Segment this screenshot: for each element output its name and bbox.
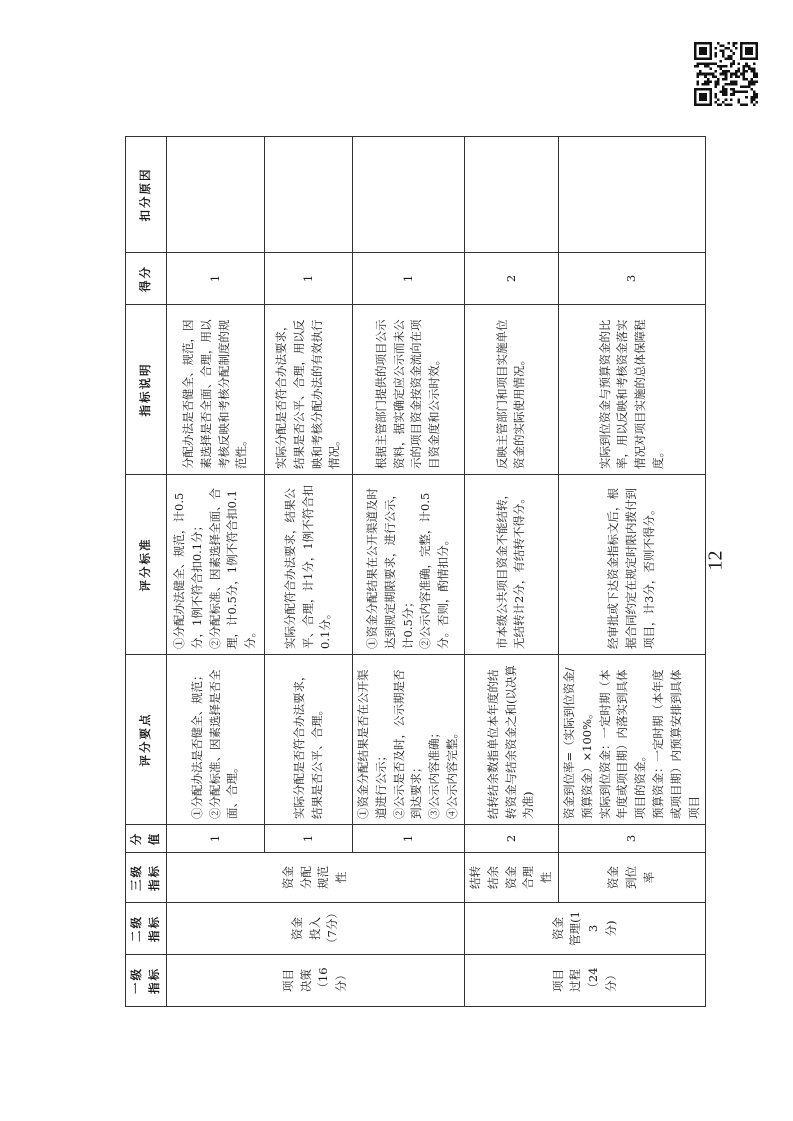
row-deduction-reason <box>265 137 353 253</box>
evaluation-table-rotated <box>125 137 701 1007</box>
row-standard: 经审批或下达资金指标文后，根据合同约定在规定时限内拨付到项目，计3分，否则不得分。 <box>558 475 706 655</box>
row-explanation: 根据主管部门提供的项目公示资料，据实确定应公示而未公示的项目资金按资金流向在项目资金度和公示时效。 <box>353 305 465 475</box>
row-key-points: 资金到位率=（实际到位资金/预算资金）×100%。 实际到位资金：一定时期（本年度或项目期）内落实到具体项目的资金。 预算资金：一定时期（本年度或项目期）内预算安排到具体项目 <box>558 655 706 825</box>
header-key-points: 评分要点 <box>126 655 167 825</box>
row-explanation: 分配办法是否健全、规范，因素选择是否全面、合理，用以考核反映和考核分配制度的规范性。 <box>167 305 265 475</box>
page-number: 12 <box>704 550 727 570</box>
header-level3: 三级 指标 <box>126 853 167 903</box>
row-deduction-reason <box>167 137 265 253</box>
row-key-points: ①分配办法是否健全、规范； ②分配标准、因素选择是否全面、合理。 <box>167 655 265 825</box>
level1-process: 项目 过程 （24分） <box>464 955 706 1007</box>
row-score: 1 <box>167 253 265 305</box>
header-deduction-reason: 扣分原因 <box>126 137 167 253</box>
level3-allocation: 资金 分配 规范 性 <box>167 853 465 903</box>
row-deduction-reason <box>558 137 706 253</box>
row-explanation: 实际到位资金与预算资金的比率，用以反映和考核资金落实情况对项目实施的总体保障程度。 <box>558 305 706 475</box>
row-deduction-reason <box>353 137 465 253</box>
row-key-points: 结转结余数指单位本年度的结转资金与结余资金之和(以决算为准) <box>464 655 558 825</box>
row-standard: ①分配办法健全、规范，计0.5分，1例不符合扣0.1分； ②分配标准、因素选择全面、合理，计0.5分，1例不符合扣0.1分。 <box>167 475 265 655</box>
table-row <box>167 137 265 1007</box>
row-value: 2 <box>464 825 558 853</box>
level3-carryover: 结转 结余 资金 合理 性 <box>464 853 558 903</box>
header-score-value: 分 值 <box>126 825 167 853</box>
table-row <box>464 137 558 1007</box>
row-score: 1 <box>353 253 465 305</box>
row-score: 3 <box>558 253 706 305</box>
row-standard: ①资金分配结果在公开渠道及时达到规定期限要求，进行公示，计0.5分； ②公示内容准确，完整，计0.5分。否则，酌情扣分。 <box>353 475 465 655</box>
level2-funding-input: 资金 投入 （7分） <box>167 903 465 955</box>
qr-code-icon <box>694 42 758 106</box>
header-explanation: 指标说明 <box>126 305 167 475</box>
row-score: 2 <box>464 253 558 305</box>
level2-fund-management: 资金 管理(13 分) <box>464 903 706 955</box>
row-explanation: 反映主管部门和项目实施单位资金的实际使用情况。 <box>464 305 558 475</box>
level1-decision: 项目 决策 （16分） <box>167 955 465 1007</box>
row-key-points: 实际分配是否符合办法要求，结果是否公平、合理。 <box>265 655 353 825</box>
row-value: 3 <box>558 825 706 853</box>
row-value: 1 <box>265 825 353 853</box>
row-value: 1 <box>353 825 465 853</box>
row-explanation: 实际分配是否符合办法要求，结果是否公平、合理，用以反映和考核分配办法的有效执行情况。 <box>265 305 353 475</box>
header-level2: 二级 指标 <box>126 903 167 955</box>
evaluation-table <box>125 136 706 1007</box>
row-deduction-reason <box>464 137 558 253</box>
header-score: 得分 <box>126 253 167 305</box>
row-score: 1 <box>265 253 353 305</box>
table-row <box>558 137 706 1007</box>
row-key-points: ①资金分配结果是否在公开渠道进行公示； ②公示是否及时，公示期是否到达要求； ③公示内容准确； ④公示内容完整。 <box>353 655 465 825</box>
level3-arrival-rate: 资金 到位 率 <box>558 853 706 903</box>
row-standard: 市本级公共项目资金不能结转，无结转计2分，有结转不得分。 <box>464 475 558 655</box>
header-level1: 一级 指标 <box>126 955 167 1007</box>
table-header-row <box>126 137 167 1007</box>
row-value: 1 <box>167 825 265 853</box>
row-standard: 实际分配符合办法要求，结果公平、合理，计1分，1例不符合扣0.1分。 <box>265 475 353 655</box>
header-standard: 评分标准 <box>126 475 167 655</box>
